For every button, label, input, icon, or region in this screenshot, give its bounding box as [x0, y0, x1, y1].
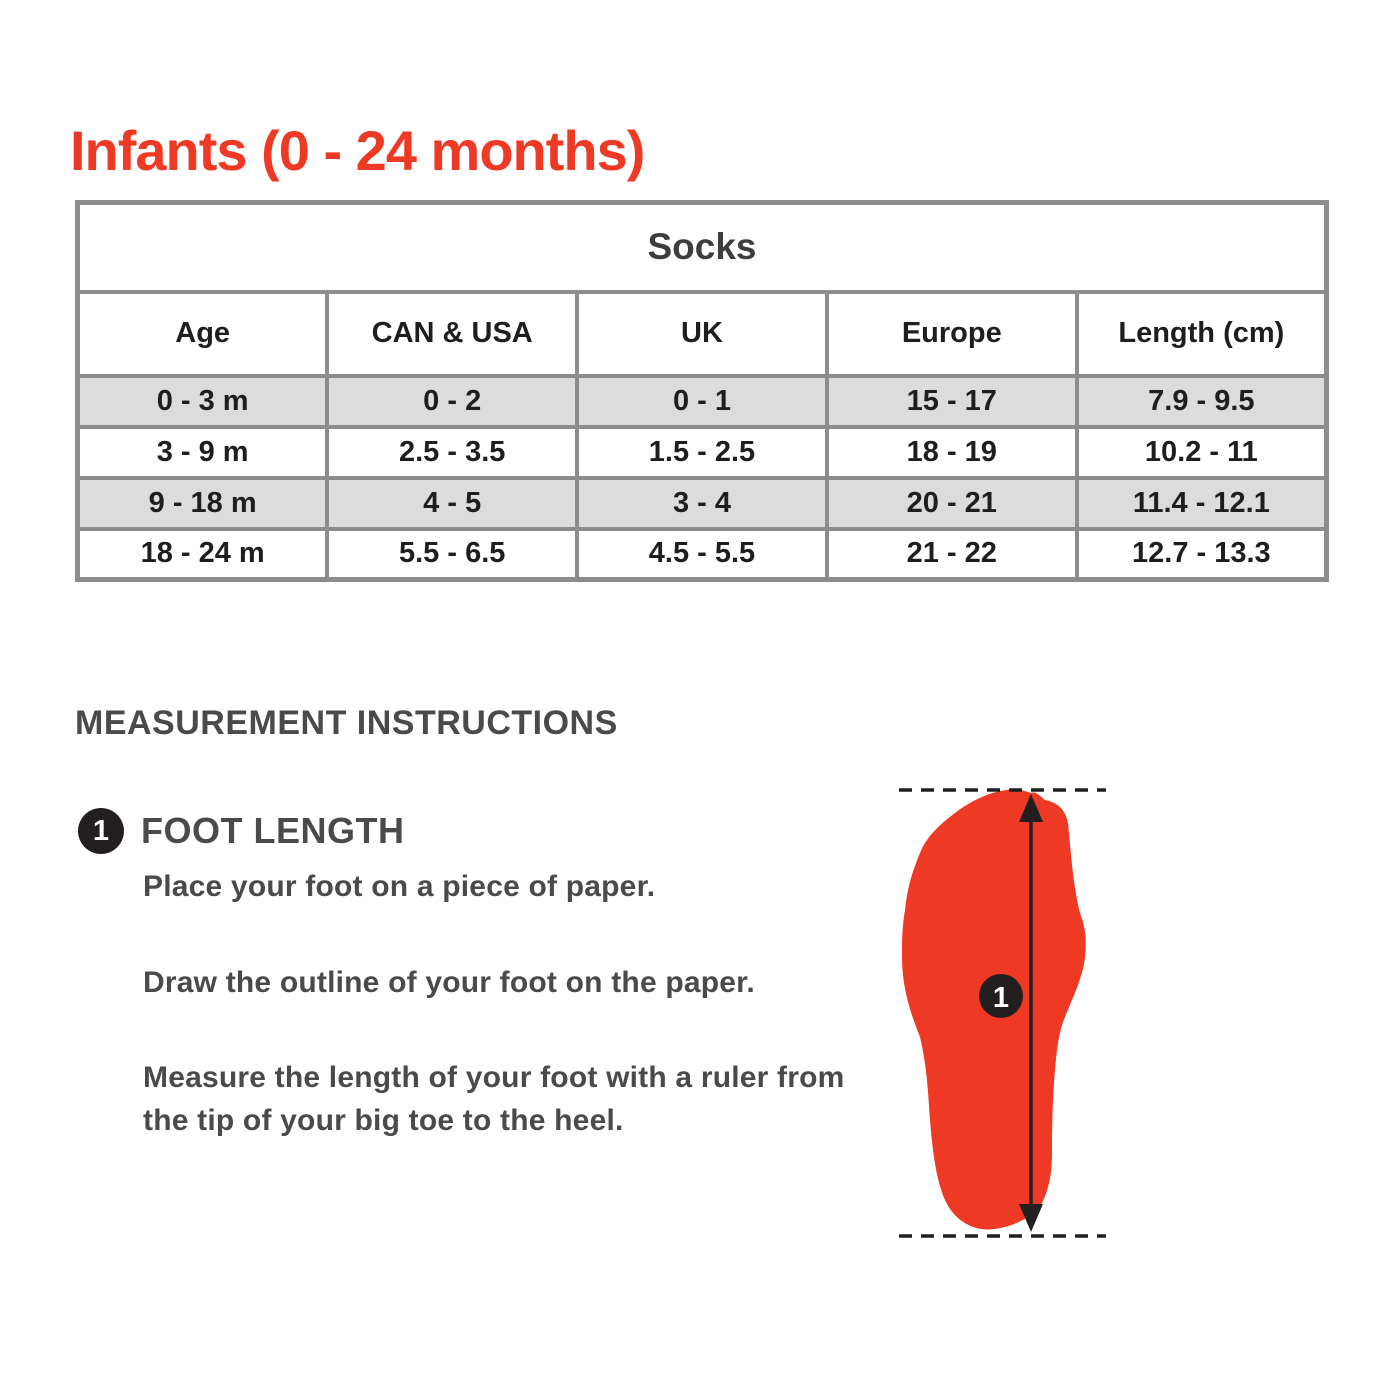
column-header-length: Length (cm): [1077, 292, 1327, 376]
figure-step-badge-number: 1: [992, 982, 1010, 1014]
measurement-instructions-heading: MEASUREMENT INSTRUCTIONS: [75, 704, 618, 742]
step-number-badge: 1: [78, 808, 124, 854]
table-cell: 4 - 5: [327, 478, 577, 529]
table-group-row: [78, 203, 1327, 292]
sizing-table: [75, 200, 1329, 582]
table-cell: 18 - 24 m: [78, 529, 328, 580]
column-header-age: Age: [78, 292, 328, 376]
table-cell: 3 - 9 m: [78, 427, 328, 478]
socks-group-header: Socks: [78, 203, 1327, 292]
table-cell: 20 - 21: [827, 478, 1077, 529]
table-row: [78, 529, 1327, 580]
table-cell: 10.2 - 11: [1077, 427, 1327, 478]
table-row: [78, 376, 1327, 427]
instruction-paragraphs: [143, 866, 883, 1195]
instruction-paragraph: Place your foot on a piece of paper.: [143, 870, 656, 903]
table-cell: 7.9 - 9.5: [1077, 376, 1327, 427]
table-cell: 0 - 2: [327, 376, 577, 427]
column-header-uk: UK: [577, 292, 827, 376]
table-row: [78, 427, 1327, 478]
table-cell: 18 - 19: [827, 427, 1077, 478]
page-title: Infants (0 - 24 months): [70, 119, 645, 182]
table-cell: 4.5 - 5.5: [577, 529, 827, 580]
step-title: FOOT LENGTH: [141, 810, 405, 851]
size-chart-section: [75, 200, 1329, 582]
table-cell: 3 - 4: [577, 478, 827, 529]
table-cell: 15 - 17: [827, 376, 1077, 427]
column-header-europe: Europe: [827, 292, 1077, 376]
table-cell: 0 - 1: [577, 376, 827, 427]
column-header-can-usa: CAN & USA: [327, 292, 577, 376]
table-row: [78, 478, 1327, 529]
table-cell: 12.7 - 13.3: [1077, 529, 1327, 580]
table-cell: 9 - 18 m: [78, 478, 328, 529]
table-cell: 2.5 - 3.5: [327, 427, 577, 478]
instruction-paragraph: Draw the outline of your foot on the paper.: [143, 965, 755, 999]
foot-measurement-figure: [895, 782, 1110, 1244]
table-cell: 21 - 22: [827, 529, 1077, 580]
table-cell: 11.4 - 12.1: [1077, 478, 1327, 529]
table-cell: 0 - 3 m: [78, 376, 328, 427]
table-cell: 1.5 - 2.5: [577, 427, 827, 478]
table-header-row: [78, 292, 1327, 376]
step-foot-length: [78, 808, 404, 854]
instruction-paragraph: Measure the length of your foot with a ruler from the tip of your big toe to the heel.: [143, 1061, 845, 1137]
table-cell: 5.5 - 6.5: [327, 529, 577, 580]
